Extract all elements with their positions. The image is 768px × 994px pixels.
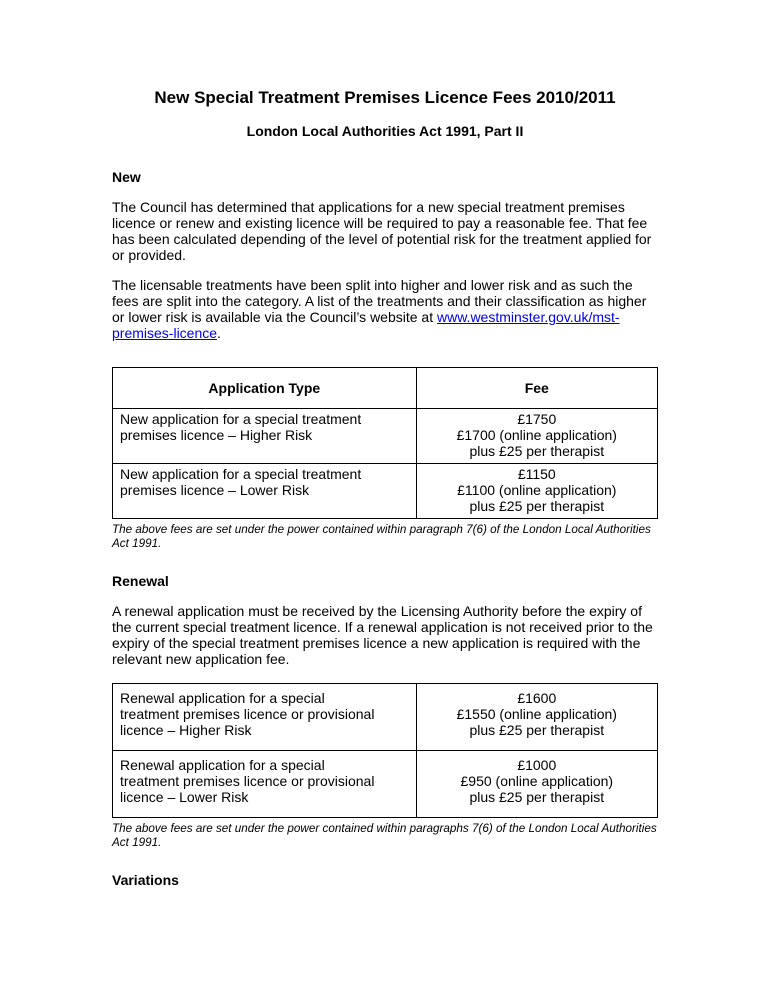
new-intro-paragraph: The Council has determined that applications for a new special treatment premises licence or renew and existing licence will be required to pay a reasonable fee. That fee has been calculated depending of the level of potential risk for the treatment applied for or provided. bbox=[112, 199, 652, 263]
document-title: New Special Treatment Premises Licence Fees 2010/2011 bbox=[154, 88, 616, 107]
application-type-cell bbox=[113, 751, 417, 818]
application-type-header: Application Type bbox=[113, 368, 417, 409]
application-type-cell bbox=[113, 684, 417, 751]
cell-line: treatment premises licence or provisional bbox=[120, 706, 375, 722]
fee-per-therapist: plus £25 per therapist bbox=[469, 722, 605, 738]
cell-line: premises licence – Higher Risk bbox=[120, 427, 313, 443]
fee-cell bbox=[416, 409, 657, 464]
new-treatments-paragraph bbox=[112, 277, 658, 341]
fee-per-therapist: plus £25 per therapist bbox=[469, 443, 605, 459]
renewal-paragraph: A renewal application must be received by the Licensing Authority before the expiry of the current special treatment licence. If a renewal application is not received prior to the expiry of the special treatment premises licence a new application is required with the relevant new application fee. bbox=[112, 603, 653, 667]
fee-per-therapist: plus £25 per therapist bbox=[469, 789, 605, 805]
cell-line: treatment premises licence or provisional bbox=[120, 773, 375, 789]
new-fees-table bbox=[112, 367, 658, 519]
council-website-link[interactable]: www.westminster.gov.uk/mst-premises-licence bbox=[112, 309, 620, 341]
section-heading-renewal: Renewal bbox=[112, 573, 169, 589]
cell-line: Renewal application for a special bbox=[120, 690, 325, 706]
fee-cell bbox=[416, 464, 657, 519]
new-fees-note: The above fees are set under the power contained within paragraph 7(6) of the London Local Authorities Act 1991. bbox=[112, 523, 651, 550]
fee-cell bbox=[416, 684, 657, 751]
fee-header: Fee bbox=[416, 368, 657, 409]
fee-amount: £1150 bbox=[517, 466, 556, 482]
cell-line: premises licence – Lower Risk bbox=[120, 482, 310, 498]
fee-cell bbox=[416, 751, 657, 818]
table-row bbox=[113, 684, 658, 751]
cell-line: Renewal application for a special bbox=[120, 757, 325, 773]
cell-line: New application for a special treatment bbox=[120, 466, 362, 482]
table-row bbox=[113, 751, 658, 818]
application-type-cell bbox=[113, 409, 417, 464]
fee-per-therapist: plus £25 per therapist bbox=[469, 498, 605, 514]
cell-line: licence – Lower Risk bbox=[120, 789, 249, 805]
document-subtitle: London Local Authorities Act 1991, Part II bbox=[246, 123, 524, 139]
fee-amount: £1000 bbox=[517, 757, 557, 773]
fee-online: £1700 (online application) bbox=[456, 427, 617, 443]
section-heading-variations: Variations bbox=[112, 872, 179, 888]
section-heading-new: New bbox=[112, 169, 141, 185]
application-type-cell bbox=[113, 464, 417, 519]
table-row bbox=[113, 409, 658, 464]
paragraph-text: The licensable treatments have been split into higher and lower risk and as such the fees are split into the category. A list of the treatments and their classification as higher or lower risk is available via the Council’s website at bbox=[112, 277, 647, 325]
renewal-fees-note: The above fees are set under the power contained within paragraphs 7(6) of the London Local Authorities Act 1991. bbox=[112, 822, 657, 849]
cell-line: New application for a special treatment bbox=[120, 411, 362, 427]
fee-online: £950 (online application) bbox=[460, 773, 614, 789]
fee-online: £1100 (online application) bbox=[457, 482, 617, 498]
fee-online: £1550 (online application) bbox=[456, 706, 617, 722]
table-row bbox=[113, 464, 658, 519]
renewal-fees-table bbox=[112, 683, 658, 818]
fee-amount: £1750 bbox=[517, 411, 557, 427]
fee-amount: £1600 bbox=[517, 690, 557, 706]
paragraph-suffix: . bbox=[217, 325, 221, 341]
cell-line: licence – Higher Risk bbox=[120, 722, 252, 738]
table-header-row bbox=[113, 368, 658, 409]
